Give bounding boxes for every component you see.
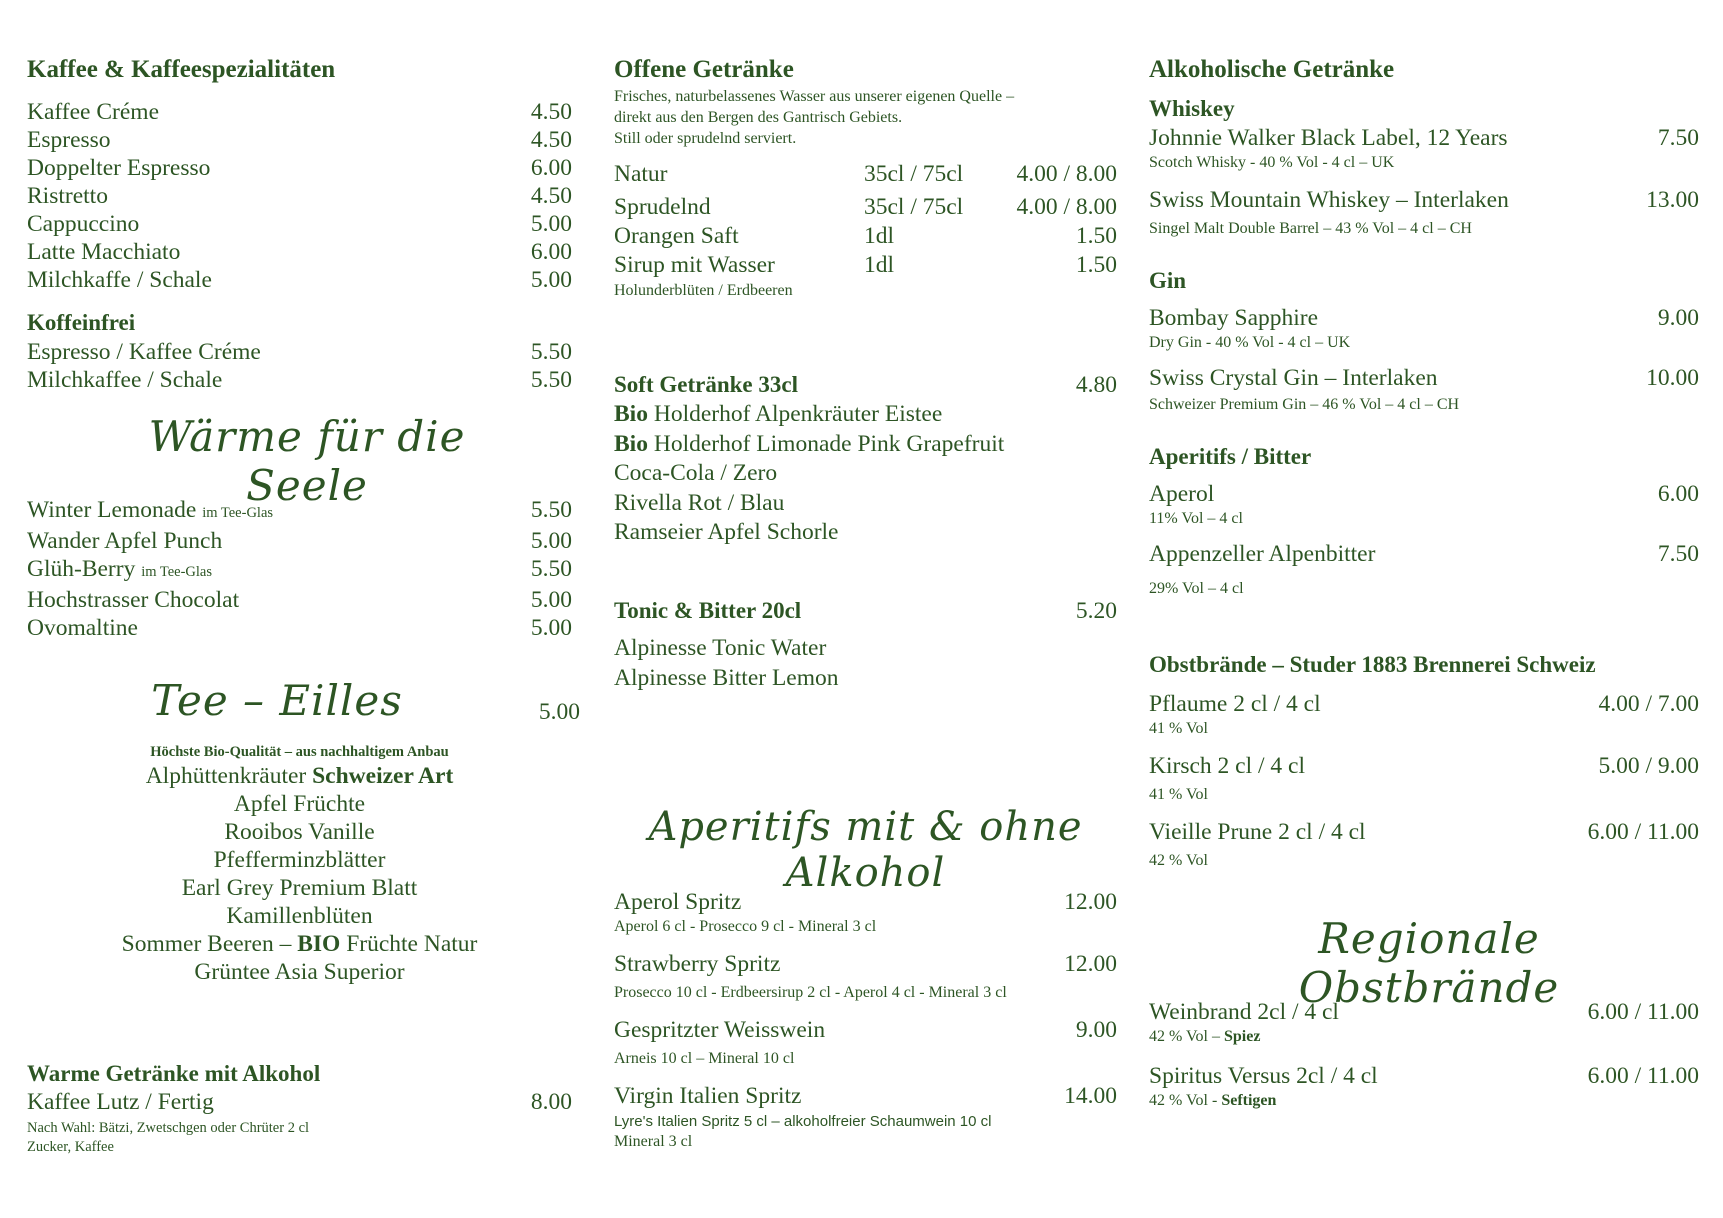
script-heading-tee: Tee – Eilles: [151, 676, 403, 725]
menu-item: Kirsch 2 cl / 4 cl 5.00 / 9.00 41 % Vol: [1149, 753, 1699, 803]
menu-item: Gespritzter Weisswein 9.00 Arneis 10 cl – Mineral 10 cl: [614, 1017, 1117, 1067]
menu-item: Weinbrand 2cl / 4 cl 6.00 / 11.00 42 % Vol – Spiez: [1149, 999, 1699, 1045]
offene-list: [614, 160, 1117, 301]
menu-item: Alpinesse Tonic Water: [614, 635, 827, 661]
script-heading-aperitifs: Aperitifs mit & ohne Alkohol: [648, 804, 1083, 896]
menu-item: Wander Apfel Punch 5.00: [27, 528, 572, 554]
menu-item: Sommer Beeren – BIO Früchte Natur: [121, 931, 478, 957]
menu-item: Pfefferminzblätter: [213, 847, 386, 873]
column-alcohol: [1149, 52, 1699, 1172]
section-title-gin: Gin: [1149, 268, 1187, 293]
spritz-list: [614, 888, 1117, 1152]
menu-item: Kamillenblüten: [226, 903, 373, 929]
menu-item: Kaffee Créme 4.50: [27, 99, 572, 125]
menu-item: Latte Macchiato 6.00: [27, 239, 572, 265]
desc-line: Frisches, naturbelassenes Wasser aus unserer eigenen Quelle –: [614, 88, 1015, 105]
menu-item: Virgin Italien Spritz 14.00 Lyre's Italien Spritz 5 cl – alkoholfreier Schaumwein 10 cl Mineral 3 cl: [614, 1083, 1117, 1150]
menu-item: Hochstrasser Chocolat 5.00: [27, 587, 572, 613]
tee-list: [27, 742, 572, 986]
section-title-koffeinfrei: Koffeinfrei: [27, 310, 136, 335]
obst-section: [1149, 650, 1699, 871]
menu-item: Sirup mit Wasser 1dl 1.50: [614, 252, 1117, 278]
offene-description: [614, 86, 1117, 149]
desc-line: direkt aus den Bergen des Gantrisch Gebiets.: [614, 109, 903, 126]
whiskey-section: [1149, 94, 1699, 239]
menu-item: Bio Holderhof Alpenkräuter Eistee: [614, 401, 943, 427]
item-note: Nach Wahl: Bätzi, Zwetschgen oder Chrüter 2 cl: [27, 1120, 310, 1136]
section-title-kaffee: Kaffee & Kaffeespezialitäten: [27, 56, 336, 83]
kaffee-list: [27, 98, 572, 294]
menu-item: Bombay Sapphire 9.00 Dry Gin - 40 % Vol - 4 cl – UK: [1149, 305, 1699, 351]
desc-line: Still oder sprudelnd serviert.: [614, 130, 797, 147]
menu-item: Winter Lemonade im Tee-Glas 5.50: [27, 497, 572, 523]
soft-header: Soft Getränke 33cl 4.80: [614, 372, 1117, 398]
menu-item: Espresso 4.50: [27, 127, 572, 153]
section-title-whiskey: Whiskey: [1149, 96, 1235, 121]
menu-item: Glüh-Berry im Tee-Glas 5.50: [27, 556, 572, 582]
menu-item: Natur 35cl / 75cl 4.00 / 8.00: [614, 161, 1117, 187]
script-heading-regional: Regionale Obstbrände: [1298, 914, 1560, 1012]
menu-item: Aperol 6.00 11% Vol – 4 cl: [1149, 481, 1699, 527]
koffeinfrei-section: [27, 308, 572, 394]
menu-item: Vieille Prune 2 cl / 4 cl 6.00 / 11.00 42 % Vol: [1149, 819, 1699, 869]
menu-item: Cappuccino 5.00: [27, 211, 572, 237]
soft-section: [614, 370, 1117, 548]
menu-item: Alphüttenkräuter Schweizer Art: [145, 763, 454, 789]
menu-item: Apfel Früchte: [233, 791, 366, 817]
gin-section: [1149, 266, 1699, 415]
menu-item: Espresso / Kaffee Créme 5.50: [27, 339, 572, 365]
column-coffee: [27, 52, 580, 1172]
tonic-section: [614, 596, 1117, 693]
menu-item: Rivella Rot / Blau: [614, 489, 785, 516]
menu-item: Bio Holderhof Limonade Pink Grapefruit: [614, 430, 1005, 457]
item-note: Zucker, Kaffee: [27, 1139, 114, 1155]
menu-item: Sprudelnd 35cl / 75cl 4.00 / 8.00: [614, 194, 1117, 220]
regional-list: [1149, 998, 1699, 1111]
menu-item: Doppelter Espresso 6.00: [27, 155, 572, 181]
menu-item: Milchkaffe / Schale 5.00: [27, 267, 572, 293]
tee-subtitle: Höchste Bio-Qualität – aus nachhaltigem Anbau: [150, 744, 449, 760]
menu-item: Coca-Cola / Zero: [614, 460, 778, 486]
menu-item: Milchkaffee / Schale 5.50: [27, 367, 572, 393]
menu-item: Johnnie Walker Black Label, 12 Years 7.50 Scotch Whisky - 40 % Vol - 4 cl – UK: [1149, 125, 1699, 171]
menu-item: Appenzeller Alpenbitter 7.50 29% Vol – 4 cl: [1149, 541, 1699, 597]
section-title-offene: Offene Getränke: [614, 56, 794, 83]
section-title-aperitif: Aperitifs / Bitter: [1149, 444, 1312, 469]
section-title-obst: Obstbrände – Studer 1883 Brennerei Schweiz: [1149, 652, 1596, 677]
menu-item: Swiss Crystal Gin – Interlaken 10.00 Schweizer Premium Gin – 46 % Vol – 4 cl – CH: [1149, 365, 1699, 413]
column-drinks: [614, 52, 1117, 1172]
warm-alk-section: [27, 1060, 572, 1157]
menu-item: Kaffee Lutz / Fertig 8.00: [27, 1089, 572, 1115]
menu-item: Spiritus Versus 2cl / 4 cl 6.00 / 11.00 42 % Vol - Seftigen: [1149, 1063, 1699, 1109]
menu-item: Strawberry Spritz 12.00 Prosecco 10 cl - Erdbeersirup 2 cl - Aperol 4 cl - Mineral 3 cl: [614, 951, 1117, 1001]
section-title-alk: Alkoholische Getränke: [1149, 56, 1395, 83]
item-note: Holunderblüten / Erdbeeren: [614, 282, 793, 299]
section-title-warm-alk: Warme Getränke mit Alkohol: [27, 1061, 321, 1086]
waerme-list: [27, 496, 572, 642]
menu-item: Orangen Saft 1dl 1.50: [614, 223, 1117, 249]
menu-item: Swiss Mountain Whiskey – Interlaken 13.00 Singel Malt Double Barrel – 43 % Vol – 4 cl – CH: [1149, 187, 1699, 237]
script-heading-waerme: Wärme für die Seele: [148, 412, 466, 510]
menu-item: Aperol Spritz 12.00 Aperol 6 cl - Prosecco 9 cl - Mineral 3 cl: [614, 889, 1117, 935]
menu-item: Ristretto 4.50: [27, 183, 572, 209]
tee-price: 5.00: [538, 699, 580, 725]
tonic-header: Tonic & Bitter 20cl 5.20: [614, 598, 1117, 624]
aperitif-bitter-section: [1149, 442, 1699, 599]
menu-item: Grüntee Asia Superior: [194, 959, 405, 985]
menu-item: Ramseier Apfel Schorle: [614, 519, 839, 545]
menu-item: Alpinesse Bitter Lemon: [614, 664, 839, 691]
menu-item: Pflaume 2 cl / 4 cl 4.00 / 7.00 41 % Vol: [1149, 691, 1699, 737]
menu-item: Earl Grey Premium Blatt: [181, 875, 418, 901]
menu-item: Ovomaltine 5.00: [27, 615, 572, 641]
menu-item: Rooibos Vanille: [224, 819, 375, 845]
